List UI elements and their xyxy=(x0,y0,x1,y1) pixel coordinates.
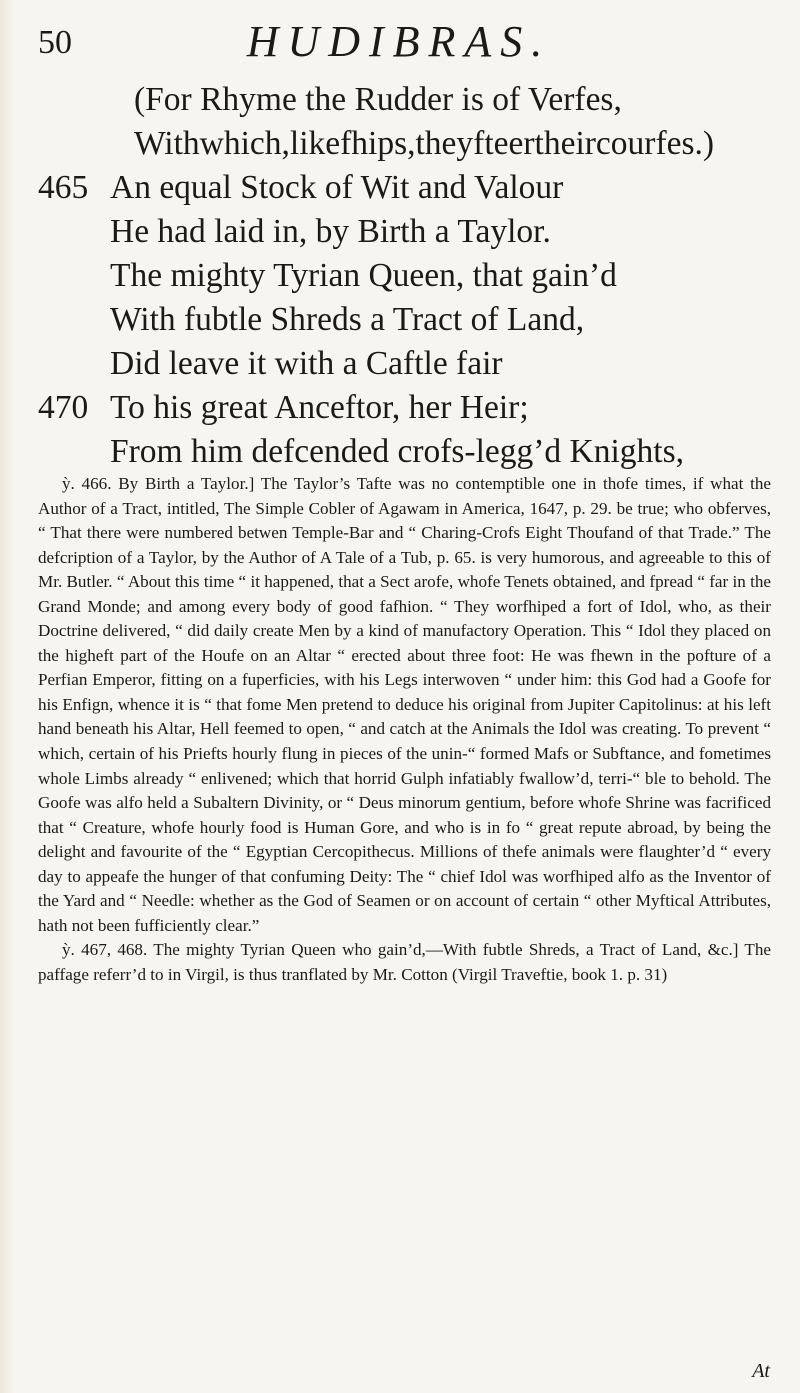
catchword: At xyxy=(752,1360,770,1382)
verse-line xyxy=(0,298,800,342)
verse-line xyxy=(0,386,800,430)
verse-text: An equal Stock of Wit and Valour xyxy=(110,169,564,206)
verse-line xyxy=(0,122,800,166)
verse-text: From him defcended crofs-legg’d Knights, xyxy=(110,433,685,470)
verse-text: With fubtle Shreds a Tract of Land, xyxy=(110,301,585,338)
verse-text: The mighty Tyrian Queen, that gain’d xyxy=(110,257,617,294)
footnote-paragraph: ỳ. 466. By Birth a Taylor.] The Taylor’s Tafte was no contemptible one in thofe times, if what the Author of a Tract, intitled, The Simple Cobler of Agawam in America, 1647, p. 29. be true; who obferves, “ That there were numbered betwen Temple-Bar and “ Charing-Crofs Eight Thoufand of that Trade.” The defcription of a Taylor, by the Author of A Tale of a Tub, p. 65. is very humorous, and agreeable to this of Mr. Butler. “ About this time “ it happened, that a Sect arofe, whofe Tenets obtained, and fpread “ far in the Grand Monde; and among every body of good fafhion. “ They worfhiped a fort of Idol, who, as their Doctrine delivered, “ did daily create Men by a kind of manufactory Operation. This “ Idol they placed on the higheft part of the Houfe on an Altar “ erected about three foot: He was fhewn in the pofture of a Perfian Emperor, fitting on a fuperficies, with his Legs interwoven “ under him: this God had a Goofe for his Enfign, whence it is “ that fome Men pretend to deduce his original from Jupiter Capitolinus: at his left hand beneath his Altar, Hell feemed to open, “ and catch at the Animals the Idol was creating. To prevent “ which, certain of his Priefts hourly flung in pieces of the unin-“ formed Mafs or Subftance, and fometimes whole Limbs already “ enlivened; which that horrid Gulph infatiably fwallow’d, terri-“ ble to behold. The Goofe was alfo held a Subaltern Divinity, or “ Deus minorum gentium, before whofe Shrine was facrificed that “ Creature, whofe hourly food is Human Gore, and who is in fo “ great repute abroad, by being the delight and favourite of the “ Egyptian Cercopithecus. Millions of thefe animals were flaughter’d “ every day to appeafe the hunger of that confuming Deity: The “ chief Idol was worfhiped alfo as the Inventor of the Yard and “ Needle: whether as the God of Seamen or on account of certain “ other Myftical Attributes, hath not been fufficiently clear.” xyxy=(38,474,771,935)
verse-text: (For Rhyme the Rudder is of Verfes, xyxy=(134,81,622,118)
line-number: 465 xyxy=(38,169,89,206)
page-header xyxy=(38,10,760,70)
verse-line xyxy=(0,166,800,210)
line-number: 470 xyxy=(38,389,89,426)
verse-block xyxy=(0,78,800,474)
verse-text: Did leave it with a Caftle fair xyxy=(110,345,503,382)
footnotes xyxy=(38,472,771,987)
verse-line xyxy=(0,254,800,298)
verse-line xyxy=(0,210,800,254)
verse-line xyxy=(0,430,800,474)
verse-text: To his great Anceftor, her Heir; xyxy=(110,389,529,426)
verse-line xyxy=(0,78,800,122)
verse-line xyxy=(0,342,800,386)
page-number: 50 xyxy=(38,24,72,61)
verse-text: He had laid in, by Birth a Taylor. xyxy=(110,213,551,250)
running-title: HUDIBRAS. xyxy=(246,17,552,66)
verse-text: Withwhich,likefhips,theyfteertheircourfes.) xyxy=(134,125,715,162)
footnote-paragraph: ỳ. 467, 468. The mighty Tyrian Queen who gain’d,—With fubtle Shreds, a Tract of Land, &c.] The paffage referr’d to in Virgil, is thus tranflated by Mr. Cotton (Virgil Traveftie, book 1. p. 31) xyxy=(38,940,771,984)
